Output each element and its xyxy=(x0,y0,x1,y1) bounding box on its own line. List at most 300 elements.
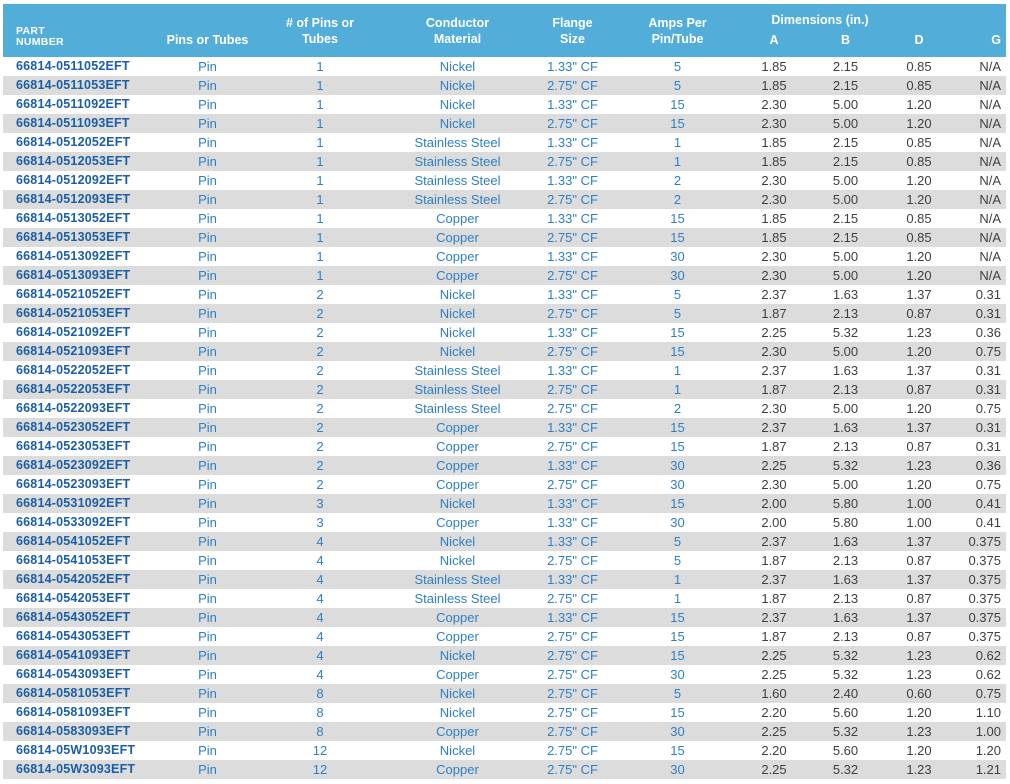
cell-num-pins: 4 xyxy=(316,534,324,549)
cell-num-pins: 1 xyxy=(316,135,324,150)
cell-flange-size: 2.75" CF xyxy=(547,667,598,682)
cell-dim-d: 0.60 xyxy=(906,686,932,701)
cell-dim-a: 2.30 xyxy=(761,173,787,188)
cell-amps-per-pin: 1 xyxy=(673,154,682,169)
cell-dim-g: N/A xyxy=(979,173,1001,188)
cell-amps-per-pin: 2 xyxy=(673,173,682,188)
cell-part-number: 66814-0523093EFT xyxy=(16,477,131,491)
cell-part-number: 66814-0511093EFT xyxy=(16,116,130,130)
cell-amps-per-pin: 15 xyxy=(670,211,685,226)
cell-conductor-material: Stainless Steel xyxy=(414,173,501,188)
cell-dim-b: 5.80 xyxy=(832,515,859,530)
cell-conductor-material: Nickel xyxy=(439,325,476,340)
cell-num-pins: 1 xyxy=(316,154,324,169)
cell-dim-g: N/A xyxy=(979,116,1001,131)
table-row xyxy=(3,513,1006,532)
cell-pins-or-tubes: Pin xyxy=(198,667,217,682)
cell-flange-size: 2.75" CF xyxy=(547,192,598,207)
table-row xyxy=(3,418,1006,437)
table-row xyxy=(3,57,1006,76)
cell-dim-g: 0.41 xyxy=(975,515,1001,530)
cell-conductor-material: Stainless Steel xyxy=(414,192,501,207)
cell-amps-per-pin: 1 xyxy=(673,135,682,150)
cell-conductor-material: Stainless Steel xyxy=(414,135,501,150)
table-row xyxy=(3,437,1006,456)
col-header-dim-g-label: G xyxy=(991,33,1001,47)
cell-part-number: 66814-0542053EFT xyxy=(16,591,131,605)
cell-part-number: 66814-0581053EFT xyxy=(16,686,131,700)
cell-pins-or-tubes: Pin xyxy=(198,439,217,454)
cell-amps-per-pin: 15 xyxy=(670,705,685,720)
cell-conductor-material: Copper xyxy=(436,610,479,625)
cell-flange-size: 1.33" CF xyxy=(547,572,598,587)
cell-dim-d: 1.23 xyxy=(906,458,932,473)
cell-part-number: 66814-0583093EFT xyxy=(16,724,131,738)
cell-dim-g: 0.36 xyxy=(975,458,1001,473)
cell-dim-d: 1.23 xyxy=(906,648,932,663)
cell-flange-size: 2.75" CF xyxy=(547,477,598,492)
cell-conductor-material: Copper xyxy=(436,249,479,264)
cell-dim-d: 1.37 xyxy=(906,534,932,549)
cell-dim-b: 2.13 xyxy=(832,629,859,644)
cell-conductor-material: Copper xyxy=(436,268,479,283)
cell-pins-or-tubes: Pin xyxy=(198,211,217,226)
cell-pins-or-tubes: Pin xyxy=(198,572,217,587)
cell-amps-per-pin: 15 xyxy=(670,743,685,758)
cell-dim-a: 2.37 xyxy=(761,363,787,378)
cell-dim-g: N/A xyxy=(979,135,1001,150)
cell-dim-d: 1.20 xyxy=(906,249,932,264)
cell-dim-a: 2.30 xyxy=(761,116,787,131)
cell-num-pins: 2 xyxy=(316,477,324,492)
cell-pins-or-tubes: Pin xyxy=(198,762,217,777)
cell-num-pins: 2 xyxy=(316,420,324,435)
cell-pins-or-tubes: Pin xyxy=(198,230,217,245)
cell-num-pins: 2 xyxy=(316,287,324,302)
cell-pins-or-tubes: Pin xyxy=(198,382,217,397)
cell-conductor-material: Stainless Steel xyxy=(414,572,501,587)
cell-conductor-material: Nickel xyxy=(439,686,476,701)
cell-num-pins: 1 xyxy=(316,268,324,283)
cell-amps-per-pin: 15 xyxy=(670,420,685,435)
cell-part-number: 66814-0522053EFT xyxy=(16,382,131,396)
cell-conductor-material: Copper xyxy=(436,458,479,473)
cell-dim-g: 0.375 xyxy=(968,610,1001,625)
cell-flange-size: 2.75" CF xyxy=(547,116,598,131)
cell-dim-d: 1.20 xyxy=(906,116,932,131)
cell-flange-size: 1.33" CF xyxy=(547,534,598,549)
cell-pins-or-tubes: Pin xyxy=(198,477,217,492)
cell-amps-per-pin: 2 xyxy=(673,192,682,207)
table-row xyxy=(3,589,1006,608)
cell-dim-d: 1.37 xyxy=(906,610,932,625)
cell-num-pins: 1 xyxy=(316,173,324,188)
cell-dim-g: 1.10 xyxy=(975,705,1001,720)
cell-conductor-material: Copper xyxy=(436,762,479,777)
cell-dim-a: 2.37 xyxy=(761,420,787,435)
cell-part-number: 66814-0512052EFT xyxy=(16,135,131,149)
cell-dim-a: 2.37 xyxy=(761,610,787,625)
cell-conductor-material: Stainless Steel xyxy=(414,382,501,397)
cell-dim-b: 1.63 xyxy=(832,610,859,625)
table-row xyxy=(3,190,1006,209)
cell-num-pins: 4 xyxy=(316,648,324,663)
cell-dim-a: 2.25 xyxy=(761,648,787,663)
cell-dim-b: 5.32 xyxy=(832,762,859,777)
cell-num-pins: 12 xyxy=(312,762,328,777)
cell-dim-d: 0.87 xyxy=(906,382,932,397)
cell-dim-b: 5.80 xyxy=(832,496,859,511)
cell-conductor-material: Nickel xyxy=(439,743,476,758)
cell-flange-size: 2.75" CF xyxy=(547,762,598,777)
cell-dim-g: 0.62 xyxy=(975,648,1001,663)
cell-dim-b: 2.15 xyxy=(832,230,859,245)
table-row xyxy=(3,627,1006,646)
cell-dim-d: 0.85 xyxy=(906,135,932,150)
table-row xyxy=(3,760,1006,779)
cell-dim-b: 5.32 xyxy=(832,325,859,340)
col-header-part-number-label: PART NUMBER xyxy=(16,25,64,48)
cell-conductor-material: Copper xyxy=(436,211,479,226)
cell-dim-b: 5.00 xyxy=(832,249,859,264)
cell-flange-size: 2.75" CF xyxy=(547,648,598,663)
col-header-pins-or-tubes xyxy=(155,4,260,57)
cell-flange-size: 2.75" CF xyxy=(547,382,598,397)
cell-part-number: 66814-0511092EFT xyxy=(16,97,130,111)
cell-dim-a: 2.37 xyxy=(761,534,787,549)
col-header-dim-d-label: D xyxy=(914,33,924,47)
table-row xyxy=(3,266,1006,285)
cell-part-number: 66814-0512093EFT xyxy=(16,192,131,206)
cell-dim-d: 1.20 xyxy=(906,344,932,359)
cell-dim-a: 1.85 xyxy=(761,135,787,150)
cell-pins-or-tubes: Pin xyxy=(198,610,217,625)
cell-dim-b: 2.13 xyxy=(832,439,859,454)
cell-dim-b: 5.32 xyxy=(832,648,859,663)
cell-dim-g: 0.62 xyxy=(975,667,1001,682)
cell-dim-b: 2.13 xyxy=(832,382,859,397)
cell-dim-d: 1.00 xyxy=(906,496,932,511)
cell-part-number: 66814-0543052EFT xyxy=(16,610,131,624)
cell-num-pins: 2 xyxy=(316,401,324,416)
cell-dim-d: 1.20 xyxy=(906,192,932,207)
cell-amps-per-pin: 15 xyxy=(670,230,685,245)
cell-dim-b: 2.13 xyxy=(832,591,859,606)
table-row xyxy=(3,399,1006,418)
cell-num-pins: 2 xyxy=(316,344,324,359)
cell-part-number: 66814-0533092EFT xyxy=(16,515,131,529)
col-header-num-pins-label: # of Pins or Tubes xyxy=(285,15,355,46)
cell-part-number: 66814-0542052EFT xyxy=(16,572,131,586)
cell-dim-b: 2.15 xyxy=(832,135,859,150)
cell-dim-a: 1.87 xyxy=(761,553,787,568)
cell-dim-b: 2.40 xyxy=(832,686,859,701)
cell-dim-d: 1.20 xyxy=(906,477,932,492)
cell-pins-or-tubes: Pin xyxy=(198,344,217,359)
cell-dim-g: 0.31 xyxy=(975,420,1001,435)
cell-dim-g: N/A xyxy=(979,59,1001,74)
table-row xyxy=(3,646,1006,665)
table-row xyxy=(3,570,1006,589)
cell-part-number: 66814-0512092EFT xyxy=(16,173,131,187)
cell-dim-b: 2.15 xyxy=(832,154,859,169)
cell-pins-or-tubes: Pin xyxy=(198,287,217,302)
cell-amps-per-pin: 30 xyxy=(670,515,685,530)
cell-dim-g: 0.31 xyxy=(975,306,1001,321)
cell-dim-d: 1.20 xyxy=(906,705,932,720)
cell-conductor-material: Nickel xyxy=(439,496,476,511)
cell-dim-a: 2.20 xyxy=(761,705,787,720)
cell-dim-b: 2.13 xyxy=(832,553,859,568)
cell-pins-or-tubes: Pin xyxy=(198,363,217,378)
table-row xyxy=(3,608,1006,627)
cell-dim-g: 0.375 xyxy=(968,591,1001,606)
cell-part-number: 66814-0521052EFT xyxy=(16,287,131,301)
cell-pins-or-tubes: Pin xyxy=(198,705,217,720)
col-header-conductor-material xyxy=(380,4,535,57)
cell-dim-a: 2.25 xyxy=(761,762,787,777)
cell-amps-per-pin: 15 xyxy=(670,648,685,663)
table-row xyxy=(3,722,1006,741)
cell-flange-size: 1.33" CF xyxy=(547,458,598,473)
cell-dim-d: 0.87 xyxy=(906,629,932,644)
cell-dim-b: 1.63 xyxy=(832,363,859,378)
cell-dim-g: 0.375 xyxy=(968,534,1001,549)
cell-amps-per-pin: 15 xyxy=(670,610,685,625)
cell-amps-per-pin: 30 xyxy=(670,249,685,264)
cell-flange-size: 2.75" CF xyxy=(547,591,598,606)
cell-dim-b: 5.00 xyxy=(832,344,859,359)
cell-dim-a: 1.87 xyxy=(761,629,787,644)
cell-dim-g: 0.31 xyxy=(975,363,1001,378)
table-row xyxy=(3,456,1006,475)
cell-pins-or-tubes: Pin xyxy=(198,515,217,530)
cell-conductor-material: Copper xyxy=(436,629,479,644)
col-header-flange-size-label: Flange Size xyxy=(552,15,593,46)
cell-dim-d: 0.85 xyxy=(906,211,932,226)
cell-flange-size: 1.33" CF xyxy=(547,610,598,625)
cell-dim-a: 1.85 xyxy=(761,78,787,93)
cell-pins-or-tubes: Pin xyxy=(198,591,217,606)
cell-dim-a: 2.20 xyxy=(761,743,787,758)
cell-amps-per-pin: 30 xyxy=(670,268,685,283)
cell-amps-per-pin: 15 xyxy=(670,97,685,112)
cell-pins-or-tubes: Pin xyxy=(198,401,217,416)
cell-conductor-material: Copper xyxy=(436,667,479,682)
cell-pins-or-tubes: Pin xyxy=(198,496,217,511)
table-row xyxy=(3,475,1006,494)
cell-pins-or-tubes: Pin xyxy=(198,154,217,169)
col-header-amps-per-pin-label: Amps Per Pin/Tube xyxy=(648,15,707,46)
cell-dim-g: 0.75 xyxy=(975,401,1001,416)
cell-dim-d: 1.00 xyxy=(906,515,932,530)
cell-conductor-material: Stainless Steel xyxy=(414,591,501,606)
cell-dim-d: 0.85 xyxy=(906,230,932,245)
table-row xyxy=(3,665,1006,684)
cell-dim-a: 2.25 xyxy=(761,667,787,682)
cell-dim-g: 0.31 xyxy=(975,439,1001,454)
table-row xyxy=(3,323,1006,342)
col-header-part-number xyxy=(3,4,155,57)
cell-flange-size: 1.33" CF xyxy=(547,515,598,530)
cell-dim-d: 1.37 xyxy=(906,287,932,302)
table-row xyxy=(3,114,1006,133)
cell-conductor-material: Stainless Steel xyxy=(414,154,501,169)
cell-dim-a: 2.25 xyxy=(761,325,787,340)
cell-dim-d: 1.20 xyxy=(906,97,932,112)
cell-num-pins: 1 xyxy=(316,59,324,74)
cell-part-number: 66814-0531092EFT xyxy=(16,496,131,510)
cell-flange-size: 1.33" CF xyxy=(547,59,598,74)
cell-dim-b: 5.00 xyxy=(832,401,859,416)
cell-amps-per-pin: 15 xyxy=(670,629,685,644)
cell-dim-g: N/A xyxy=(979,230,1001,245)
cell-dim-a: 1.85 xyxy=(761,211,787,226)
cell-part-number: 66814-0512053EFT xyxy=(16,154,131,168)
feedthrough-spec-table xyxy=(3,4,1006,779)
cell-dim-b: 5.60 xyxy=(832,743,859,758)
cell-flange-size: 1.33" CF xyxy=(547,173,598,188)
cell-pins-or-tubes: Pin xyxy=(198,135,217,150)
cell-part-number: 66814-0522052EFT xyxy=(16,363,131,377)
cell-num-pins: 8 xyxy=(316,686,324,701)
table-row xyxy=(3,152,1006,171)
table-row xyxy=(3,228,1006,247)
cell-num-pins: 2 xyxy=(316,439,324,454)
table-row xyxy=(3,342,1006,361)
table-row xyxy=(3,304,1006,323)
col-header-dim-b-label: B xyxy=(840,33,851,47)
cell-part-number: 66814-0541052EFT xyxy=(16,534,131,548)
cell-dim-b: 1.63 xyxy=(832,420,859,435)
cell-flange-size: 1.33" CF xyxy=(547,135,598,150)
cell-num-pins: 2 xyxy=(316,306,324,321)
cell-dim-d: 1.23 xyxy=(906,724,932,739)
cell-dim-g: 0.75 xyxy=(975,477,1001,492)
cell-num-pins: 4 xyxy=(316,591,324,606)
cell-flange-size: 2.75" CF xyxy=(547,154,598,169)
cell-flange-size: 2.75" CF xyxy=(547,439,598,454)
table-row xyxy=(3,361,1006,380)
cell-num-pins: 4 xyxy=(316,629,324,644)
cell-num-pins: 4 xyxy=(316,572,324,587)
cell-dim-g: 0.375 xyxy=(968,629,1001,644)
cell-part-number: 66814-0522093EFT xyxy=(16,401,131,415)
cell-dim-d: 1.37 xyxy=(906,420,932,435)
cell-flange-size: 1.33" CF xyxy=(547,97,598,112)
table-row xyxy=(3,741,1006,760)
cell-amps-per-pin: 30 xyxy=(670,724,685,739)
cell-dim-d: 1.23 xyxy=(906,762,932,777)
cell-dim-b: 5.32 xyxy=(832,458,859,473)
cell-dim-g: 0.31 xyxy=(975,287,1001,302)
cell-dim-a: 2.25 xyxy=(761,724,787,739)
cell-dim-a: 2.30 xyxy=(761,401,787,416)
cell-dim-a: 1.85 xyxy=(761,230,787,245)
cell-pins-or-tubes: Pin xyxy=(198,306,217,321)
cell-num-pins: 4 xyxy=(316,610,324,625)
cell-num-pins: 2 xyxy=(316,363,324,378)
cell-pins-or-tubes: Pin xyxy=(198,116,217,131)
cell-conductor-material: Nickel xyxy=(439,116,476,131)
cell-dim-a: 2.30 xyxy=(761,97,787,112)
cell-dim-a: 2.00 xyxy=(761,515,787,530)
cell-conductor-material: Nickel xyxy=(439,287,476,302)
table-row xyxy=(3,551,1006,570)
cell-flange-size: 2.75" CF xyxy=(547,629,598,644)
cell-flange-size: 1.33" CF xyxy=(547,496,598,511)
cell-dim-b: 1.63 xyxy=(832,572,859,587)
cell-amps-per-pin: 5 xyxy=(673,534,682,549)
cell-flange-size: 2.75" CF xyxy=(547,686,598,701)
cell-flange-size: 1.33" CF xyxy=(547,363,598,378)
cell-dim-b: 1.63 xyxy=(832,534,859,549)
cell-amps-per-pin: 2 xyxy=(673,401,682,416)
col-header-amps-per-pin xyxy=(610,4,745,57)
cell-dim-b: 5.32 xyxy=(832,667,859,682)
cell-dim-b: 1.63 xyxy=(832,287,859,302)
table-row xyxy=(3,285,1006,304)
cell-part-number: 66814-0541093EFT xyxy=(16,648,131,662)
cell-dim-g: 0.31 xyxy=(975,382,1001,397)
col-header-num-pins xyxy=(260,4,380,57)
cell-pins-or-tubes: Pin xyxy=(198,192,217,207)
table-header xyxy=(3,4,1006,57)
cell-num-pins: 2 xyxy=(316,458,324,473)
cell-conductor-material: Copper xyxy=(436,515,479,530)
cell-dim-g: N/A xyxy=(979,249,1001,264)
cell-pins-or-tubes: Pin xyxy=(198,724,217,739)
table-row xyxy=(3,380,1006,399)
cell-amps-per-pin: 15 xyxy=(670,439,685,454)
cell-part-number: 66814-05W1093EFT xyxy=(16,743,136,757)
cell-part-number: 66814-0513093EFT xyxy=(16,268,131,282)
cell-part-number: 66814-0511053EFT xyxy=(16,78,130,92)
cell-conductor-material: Copper xyxy=(436,439,479,454)
cell-num-pins: 1 xyxy=(316,192,324,207)
cell-dim-g: N/A xyxy=(979,211,1001,226)
cell-dim-a: 2.37 xyxy=(761,287,787,302)
cell-flange-size: 2.75" CF xyxy=(547,743,598,758)
cell-dim-g: 0.41 xyxy=(975,496,1001,511)
cell-pins-or-tubes: Pin xyxy=(198,249,217,264)
cell-flange-size: 2.75" CF xyxy=(547,724,598,739)
cell-flange-size: 2.75" CF xyxy=(547,78,598,93)
cell-amps-per-pin: 15 xyxy=(670,116,685,131)
cell-num-pins: 12 xyxy=(312,743,328,758)
cell-pins-or-tubes: Pin xyxy=(198,173,217,188)
cell-pins-or-tubes: Pin xyxy=(198,534,217,549)
cell-num-pins: 3 xyxy=(316,496,324,511)
cell-dim-a: 1.87 xyxy=(761,382,787,397)
cell-dim-b: 2.15 xyxy=(832,211,859,226)
cell-dim-d: 0.85 xyxy=(906,78,932,93)
cell-part-number: 66814-0523092EFT xyxy=(16,458,131,472)
cell-conductor-material: Nickel xyxy=(439,78,476,93)
cell-dim-d: 0.87 xyxy=(906,439,932,454)
table-row xyxy=(3,494,1006,513)
cell-num-pins: 2 xyxy=(316,382,324,397)
table-row xyxy=(3,532,1006,551)
cell-dim-a: 2.00 xyxy=(761,496,787,511)
cell-dim-b: 5.00 xyxy=(832,173,859,188)
col-header-dim-d xyxy=(888,4,950,57)
cell-dim-g: 1.00 xyxy=(975,724,1001,739)
cell-flange-size: 2.75" CF xyxy=(547,306,598,321)
cell-dim-d: 1.23 xyxy=(906,325,932,340)
cell-dim-b: 5.00 xyxy=(832,192,859,207)
cell-part-number: 66814-0521093EFT xyxy=(16,344,131,358)
